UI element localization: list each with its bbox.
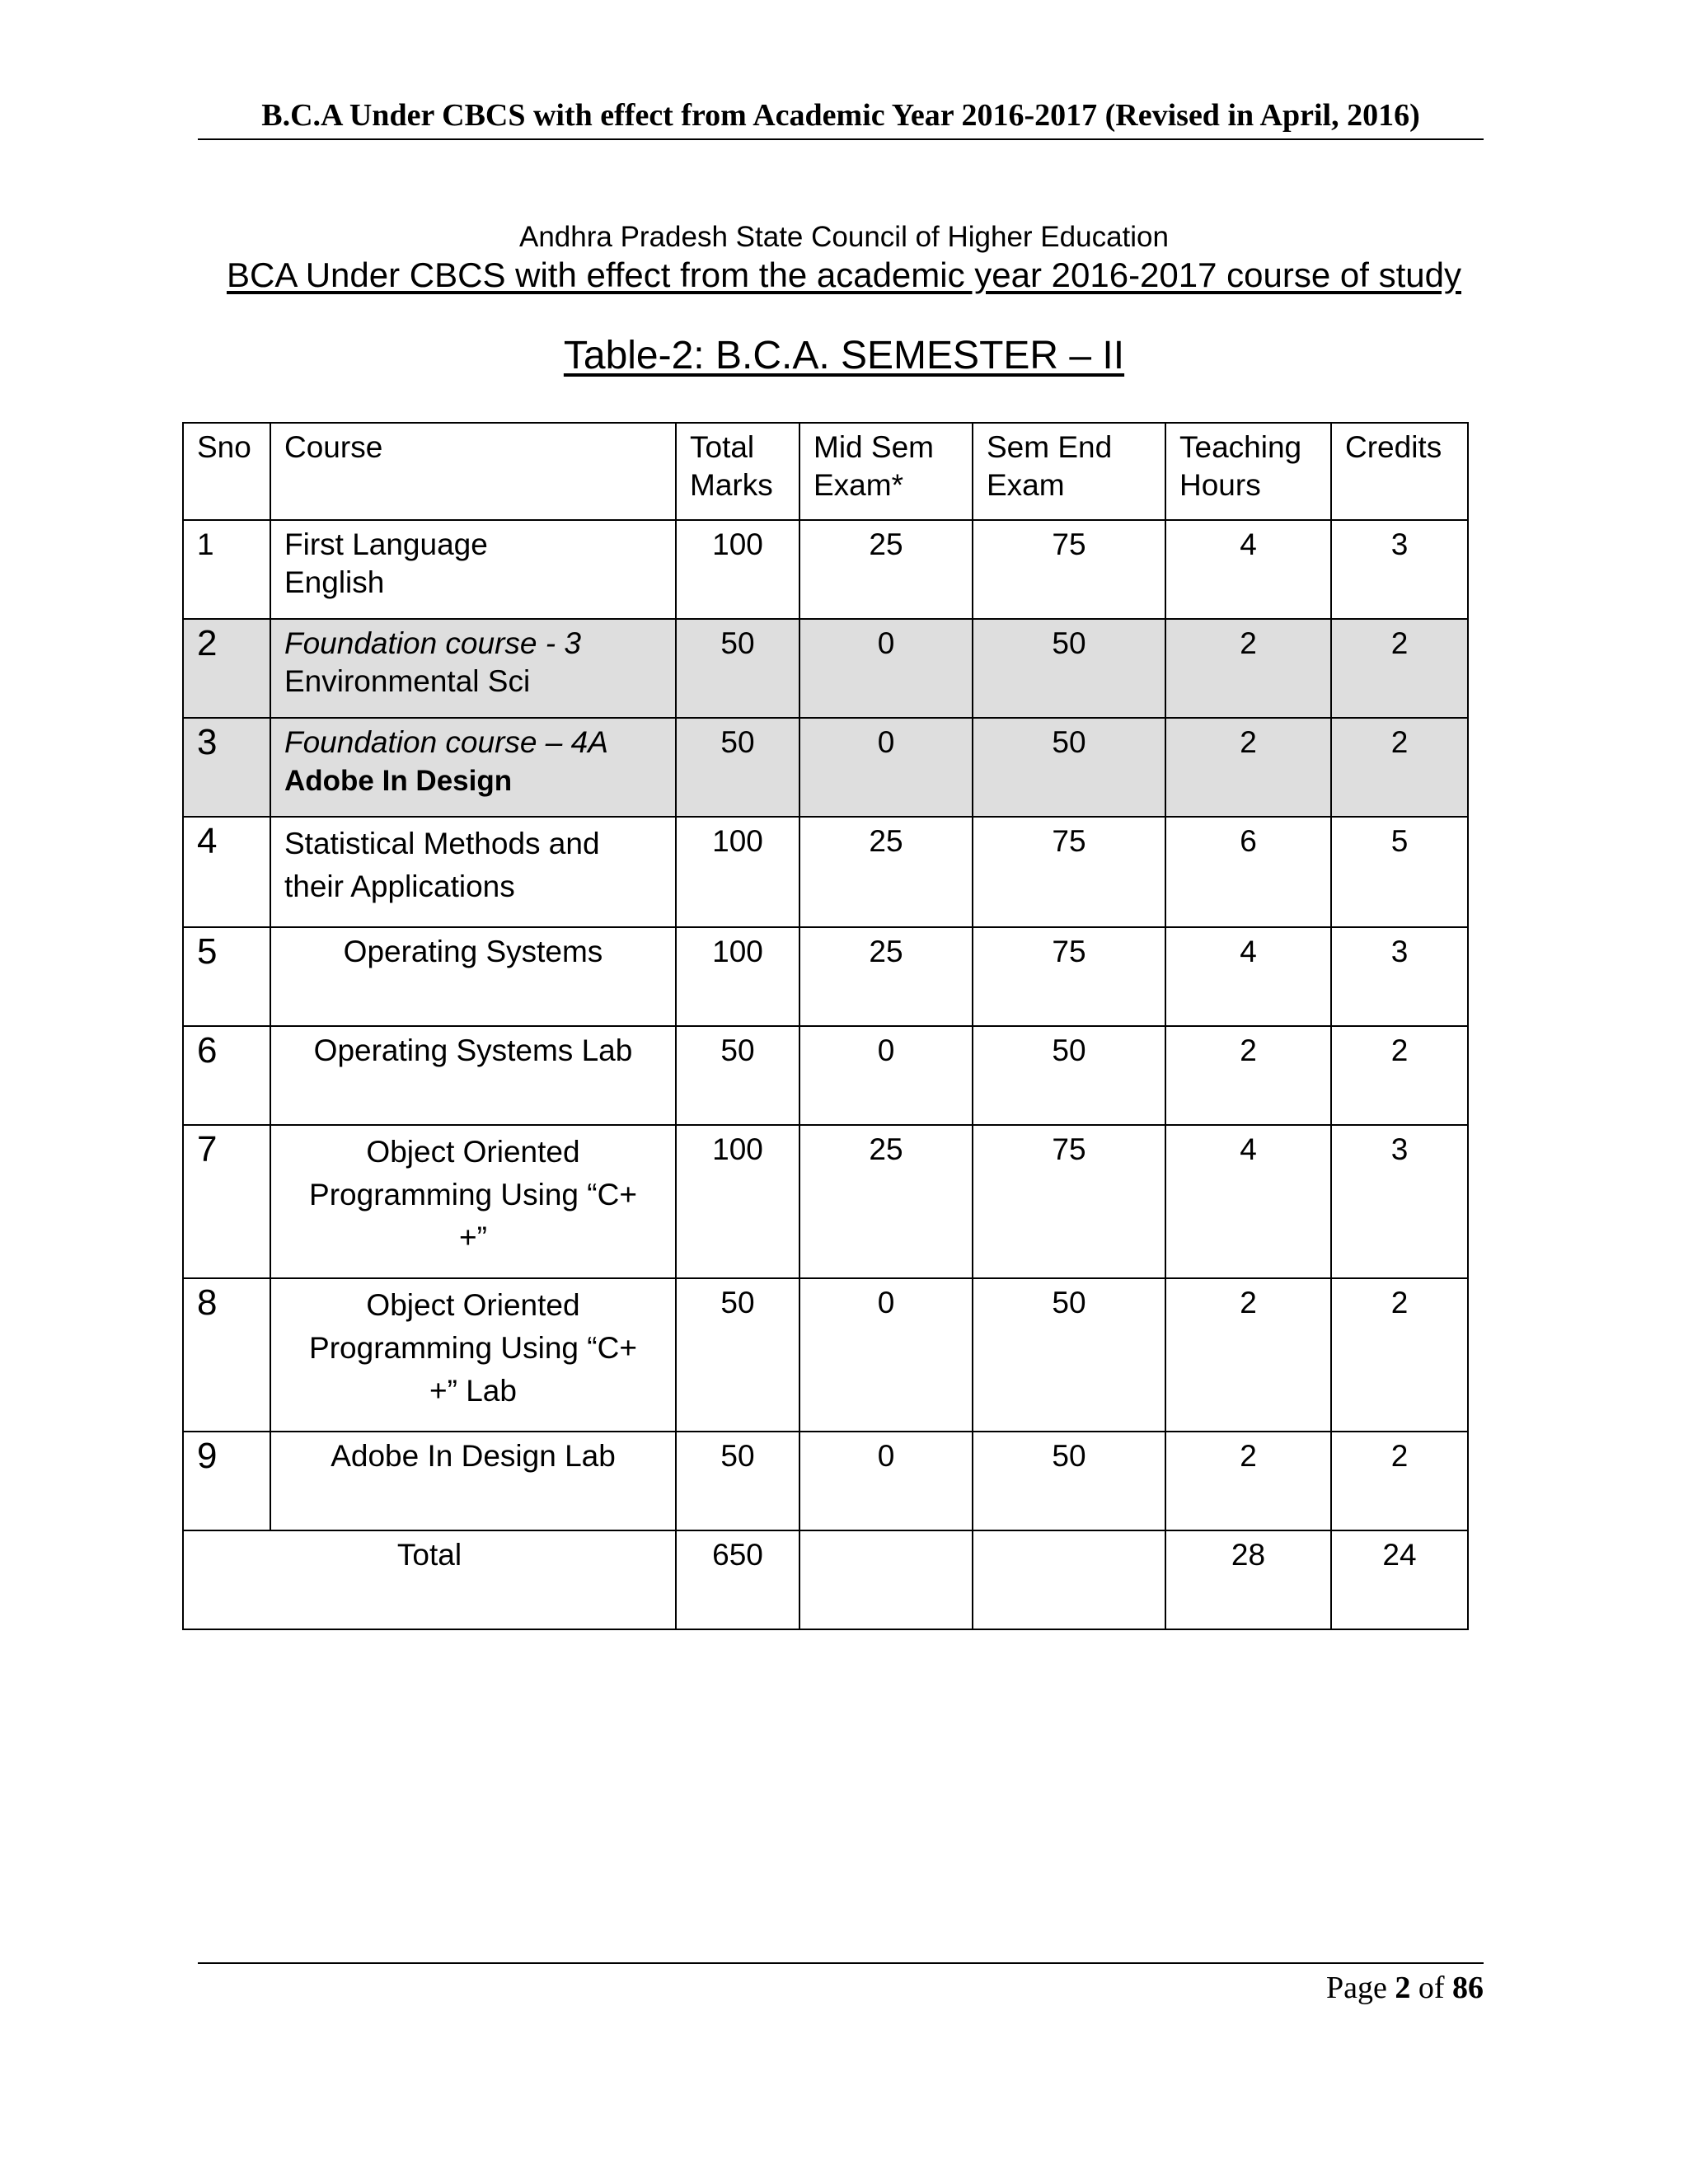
footer-divider — [198, 1962, 1484, 1964]
cell-credits: 2 — [1331, 619, 1468, 718]
total-credits: 24 — [1331, 1530, 1468, 1629]
cell-sem-end: 75 — [973, 927, 1165, 1026]
cell-sem-end: 50 — [973, 619, 1165, 718]
header-sno: Sno — [183, 423, 270, 520]
table-header-row — [183, 423, 1468, 520]
cell-sno: 6 — [183, 1026, 270, 1125]
cell-total-marks: 100 — [676, 1125, 799, 1278]
running-header: B.C.A Under CBCS with effect from Academic Year 2016-2017 (Revised in April, 2016) — [261, 98, 1420, 133]
cell-credits: 2 — [1331, 1278, 1468, 1432]
cell-teaching-hours: 2 — [1165, 619, 1331, 718]
header-divider — [198, 138, 1484, 140]
cell-mid-sem: 0 — [799, 1278, 973, 1432]
cell-mid-sem: 0 — [799, 718, 973, 817]
total-mid-sem — [799, 1530, 973, 1629]
cell-sem-end: 50 — [973, 1278, 1165, 1432]
cell-mid-sem: 25 — [799, 1125, 973, 1278]
cell-mid-sem: 0 — [799, 1432, 973, 1530]
table-title: Table-2: B.C.A. SEMESTER – II — [563, 334, 1125, 377]
cell-total-marks: 50 — [676, 619, 799, 718]
table-row — [183, 1026, 1468, 1125]
cell-sno: 2 — [183, 619, 270, 718]
header-teaching-hours: Teaching Hours — [1165, 423, 1331, 520]
cell-sno: 8 — [183, 1278, 270, 1432]
header-total-marks: Total Marks — [676, 423, 799, 520]
table-row — [183, 817, 1468, 927]
cell-teaching-hours: 6 — [1165, 817, 1331, 927]
cell-mid-sem: 25 — [799, 520, 973, 619]
cell-credits: 3 — [1331, 520, 1468, 619]
cell-sem-end: 75 — [973, 1125, 1165, 1278]
cell-sno: 9 — [183, 1432, 270, 1530]
cell-sno: 1 — [183, 520, 270, 619]
semester-course-table — [182, 422, 1469, 1630]
cell-total-marks: 100 — [676, 520, 799, 619]
table-row — [183, 718, 1468, 817]
table-row — [183, 520, 1468, 619]
table-row — [183, 1125, 1468, 1278]
cell-teaching-hours: 4 — [1165, 520, 1331, 619]
header-sem-end: Sem End Exam — [973, 423, 1165, 520]
cell-credits: 3 — [1331, 927, 1468, 1026]
cell-credits: 2 — [1331, 1026, 1468, 1125]
cell-mid-sem: 25 — [799, 817, 973, 927]
total-marks: 650 — [676, 1530, 799, 1629]
cell-teaching-hours: 2 — [1165, 718, 1331, 817]
cell-course: Foundation course - 3 Environmental Sci — [270, 619, 676, 718]
document-subtitle: BCA Under CBCS with effect from the academic year 2016-2017 course of study — [227, 255, 1461, 294]
cell-course: Operating Systems Lab — [270, 1026, 676, 1125]
cell-mid-sem: 0 — [799, 619, 973, 718]
cell-mid-sem: 0 — [799, 1026, 973, 1125]
cell-credits: 2 — [1331, 1432, 1468, 1530]
header-mid-sem: Mid Sem Exam* — [799, 423, 973, 520]
total-sem-end — [973, 1530, 1165, 1629]
header-credits: Credits — [1331, 423, 1468, 520]
cell-credits: 2 — [1331, 718, 1468, 817]
cell-credits: 5 — [1331, 817, 1468, 927]
cell-teaching-hours: 2 — [1165, 1026, 1331, 1125]
cell-course: First Language English — [270, 520, 676, 619]
cell-total-marks: 100 — [676, 817, 799, 927]
page-number: Page 2 of 86 — [1325, 1971, 1484, 2005]
cell-teaching-hours: 4 — [1165, 927, 1331, 1026]
cell-sno: 3 — [183, 718, 270, 817]
cell-course: Object Oriented Programming Using “C+ +” — [270, 1125, 676, 1278]
cell-total-marks: 50 — [676, 1026, 799, 1125]
cell-teaching-hours: 2 — [1165, 1432, 1331, 1530]
cell-course: Adobe In Design Lab — [270, 1432, 676, 1530]
cell-total-marks: 50 — [676, 1432, 799, 1530]
cell-course: Object Oriented Programming Using “C+ +” Lab — [270, 1278, 676, 1432]
cell-sno: 5 — [183, 927, 270, 1026]
table-row — [183, 927, 1468, 1026]
cell-sno: 7 — [183, 1125, 270, 1278]
cell-sem-end: 50 — [973, 1432, 1165, 1530]
cell-teaching-hours: 4 — [1165, 1125, 1331, 1278]
table-total-row — [183, 1530, 1468, 1629]
total-teaching-hours: 28 — [1165, 1530, 1331, 1629]
cell-credits: 3 — [1331, 1125, 1468, 1278]
cell-total-marks: 50 — [676, 1278, 799, 1432]
cell-total-marks: 50 — [676, 718, 799, 817]
cell-mid-sem: 25 — [799, 927, 973, 1026]
cell-sem-end: 75 — [973, 817, 1165, 927]
header-course: Course — [270, 423, 676, 520]
cell-teaching-hours: 2 — [1165, 1278, 1331, 1432]
cell-course: Statistical Methods and their Applications — [270, 817, 676, 927]
table-row — [183, 619, 1468, 718]
table-row — [183, 1432, 1468, 1530]
cell-sem-end: 50 — [973, 1026, 1165, 1125]
table-row — [183, 1278, 1468, 1432]
cell-sem-end: 75 — [973, 520, 1165, 619]
cell-sno: 4 — [183, 817, 270, 927]
cell-course: Foundation course – 4A Adobe In Design — [270, 718, 676, 817]
cell-course: Operating Systems — [270, 927, 676, 1026]
total-label: Total — [183, 1530, 676, 1629]
council-name: Andhra Pradesh State Council of Higher Education — [519, 221, 1169, 253]
cell-total-marks: 100 — [676, 927, 799, 1026]
cell-sem-end: 50 — [973, 718, 1165, 817]
